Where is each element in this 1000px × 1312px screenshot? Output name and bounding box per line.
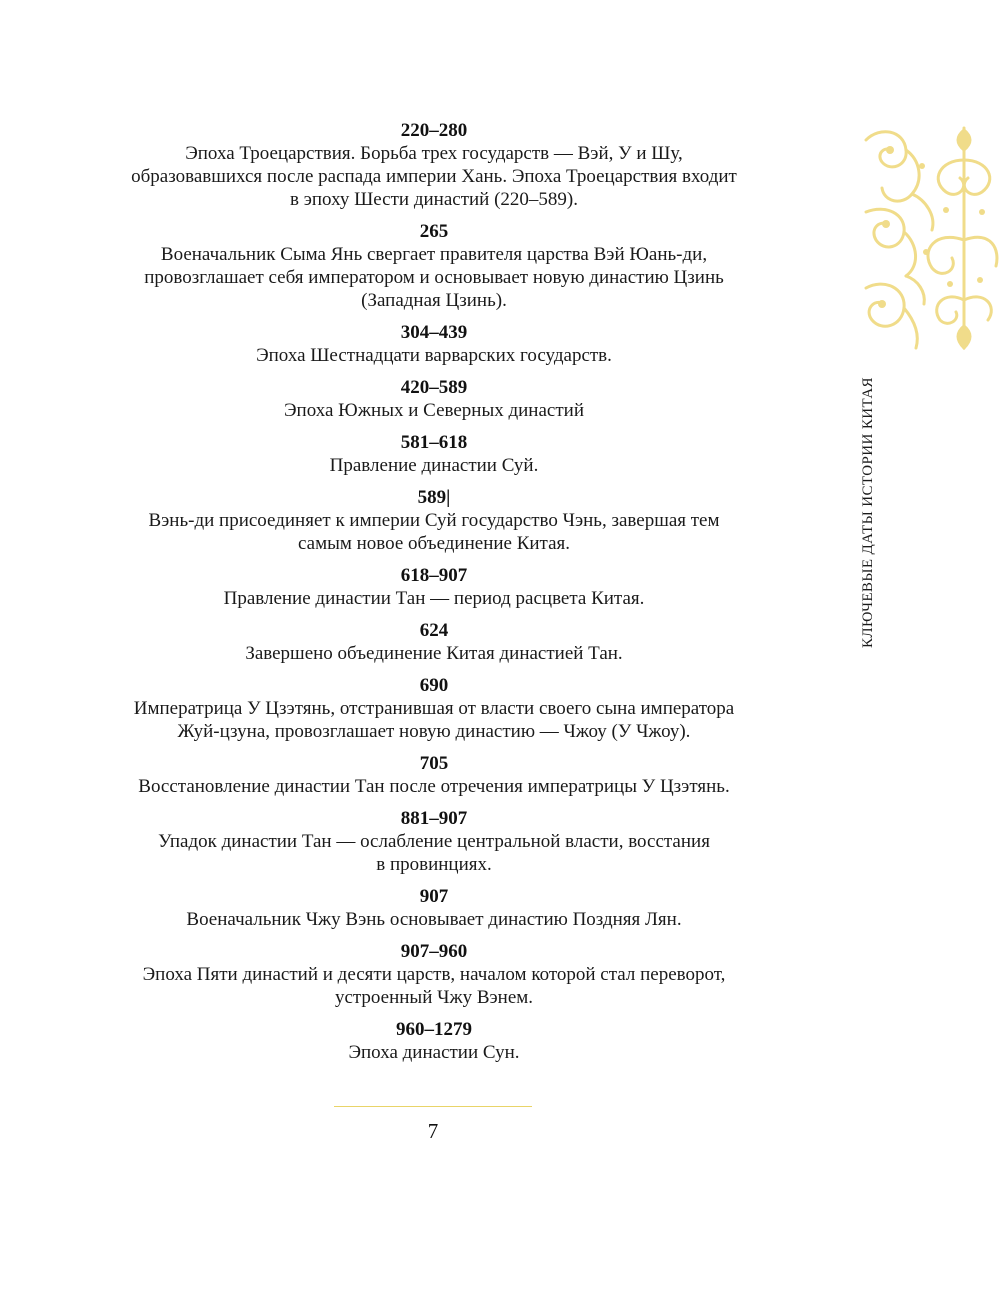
entry-year: 907–960 [400,941,468,962]
entry-description: Правление династии Тан — период расцвета Китая. [223,588,645,609]
timeline-entry [96,885,772,931]
timeline-entry [96,431,772,477]
entry-description: Военачальник Чжу Вэнь основывает династию Поздняя Лян. [186,909,682,930]
entry-description: Эпоха Пяти династий и десяти царств, началом которой стал переворот, устроенный Чжу Вэнем. [142,964,726,1008]
timeline-entry [96,619,772,665]
timeline-entry [96,940,772,1009]
entry-description: Эпоха Южных и Северных династий [284,400,584,421]
entry-year: 624 [419,620,449,641]
entry-year: 705 [419,753,449,774]
entry-description: Военачальник Сыма Янь свергает правителя царства Вэй Юань-ди, провозглашает себя императором и основывает новую династию Цзинь (Западная Цзинь). [144,244,724,311]
timeline-entry [96,321,772,367]
entry-year: 304–439 [400,322,468,343]
entry-description: Правление династии Суй. [329,455,539,476]
footer-divider [334,1106,532,1107]
timeline [96,119,772,1073]
entry-year: 220–280 [400,120,468,141]
entry-description: Эпоха Троецарствия. Борьба трех государств — Вэй, У и Шу, образовавшихся после распада империи Хань. Эпоха Троецарствия входит в эпоху Шести династий (220–589). [131,143,737,210]
timeline-entry [96,674,772,743]
entry-year: 907 [419,886,449,907]
entry-year: 589| [417,487,451,508]
page-number: 7 [427,1119,439,1143]
entry-description: Эпоха Шестнадцати варварских государств. [256,345,612,366]
floral-ornament-icon [860,120,1000,356]
entry-year: 420–589 [400,377,468,398]
timeline-entry [96,807,772,876]
timeline-entry [96,220,772,312]
entry-description: Императрица У Цзэтянь, отстранившая от власти своего сына императора Жуй-цзуна, провозглашает новую династию — Чжоу (У Чжоу). [133,698,735,742]
timeline-entry [96,752,772,798]
timeline-entry [96,564,772,610]
section-side-title: КЛЮЧЕВЫЕ ДАТЫ ИСТОРИИ КИТАЯ [860,377,876,648]
entry-description: Эпоха династии Сун. [348,1042,520,1063]
entry-description: Вэнь-ди присоединяет к империи Суй государство Чэнь, завершая тем самым новое объединение Китая. [148,510,720,554]
entry-description: Завершено объединение Китая династией Тан. [245,643,623,664]
entry-year: 618–907 [400,565,468,586]
entry-description: Упадок династии Тан — ослабление центральной власти, восстания в провинциях. [158,831,710,875]
timeline-entry [96,486,772,555]
entry-year: 960–1279 [396,1019,472,1040]
entry-year: 581–618 [400,432,468,453]
timeline-entry [96,376,772,422]
entry-year: 881–907 [400,808,468,829]
timeline-entry [96,119,772,211]
entry-year: 265 [419,221,449,242]
entry-year: 690 [419,675,449,696]
entry-description: Восстановление династии Тан после отречения императрицы У Цзэтянь. [138,776,730,797]
timeline-entry [96,1018,772,1064]
